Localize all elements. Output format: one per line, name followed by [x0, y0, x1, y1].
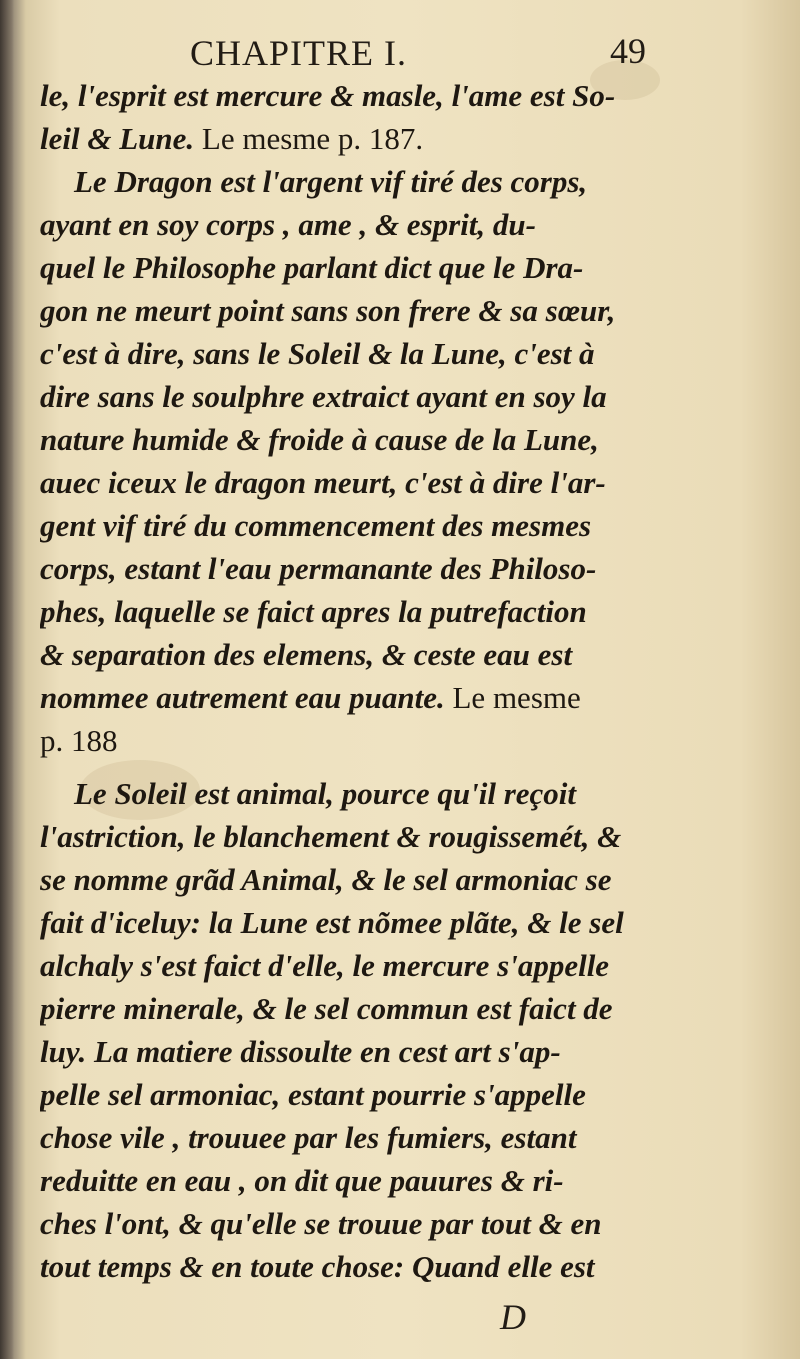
text-line: luy. La matiere dissoulte en cest art s'ap-: [40, 1034, 561, 1069]
text-line: se nomme grãd Animal, & le sel armoniac se: [40, 862, 612, 897]
text-line: alchaly s'est faict d'elle, le mercure s'appelle: [40, 948, 610, 983]
running-head: CHAPITRE I.: [190, 33, 407, 73]
text-line: p. 188: [40, 723, 118, 758]
binding-gutter: [0, 0, 14, 1359]
signature-mark: D: [500, 1297, 526, 1337]
text-line: c'est à dire, sans le Soleil & la Lune, c'est à: [40, 336, 595, 371]
text-line: nature humide & froide à cause de la Lune,: [40, 422, 599, 457]
text-line: le, l'esprit est mercure & masle, l'ame est So-: [40, 78, 616, 113]
text-line: nommee autrement eau puante. Le mesme: [40, 680, 581, 715]
text-line: Le Dragon est l'argent vif tiré des corps,: [74, 164, 588, 199]
text-line: & separation des elemens, & ceste eau est: [40, 637, 573, 672]
text-line: dire sans le soulphre extraict ayant en soy la: [40, 379, 607, 414]
text-line: auec iceux le dragon meurt, c'est à dire l'ar-: [40, 465, 606, 500]
text-line: l'astriction, le blanchement & rougissemét, &: [40, 819, 622, 854]
text-line: chose vile , trouuee par les fumiers, estant: [40, 1120, 577, 1155]
text-line: corps, estant l'eau permanante des Philoso-: [40, 551, 597, 586]
text-line: gent vif tiré du commencement des mesmes: [40, 508, 592, 543]
text-line: leil & Lune. Le mesme p. 187.: [40, 121, 424, 156]
text-line: reduitte en eau , on dit que pauures & ri-: [40, 1163, 564, 1198]
text-line: ayant en soy corps , ame , & esprit, du-: [40, 207, 536, 242]
page-header: [30, 26, 790, 76]
text-line: quel le Philosophe parlant dict que le Dra-: [40, 250, 584, 285]
text-line: phes, laquelle se faict apres la putrefaction: [40, 594, 587, 629]
body-text: [40, 74, 665, 1288]
text-line: ches l'ont, & qu'elle se trouue par tout & en: [40, 1206, 602, 1241]
text-line: tout temps & en toute chose: Quand elle est: [40, 1249, 595, 1284]
text-line: gon ne meurt point sans son frere & sa sœur,: [40, 293, 616, 328]
text-line: pelle sel armoniac, estant pourrie s'appelle: [40, 1077, 586, 1112]
page-number: 49: [610, 31, 646, 71]
text-line: fait d'iceluy: la Lune est nõmee plãte, & le sel: [40, 905, 624, 940]
text-line: pierre minerale, & le sel commun est faict de: [40, 991, 613, 1026]
text-line: Le Soleil est animal, pource qu'il reçoit: [74, 776, 577, 811]
